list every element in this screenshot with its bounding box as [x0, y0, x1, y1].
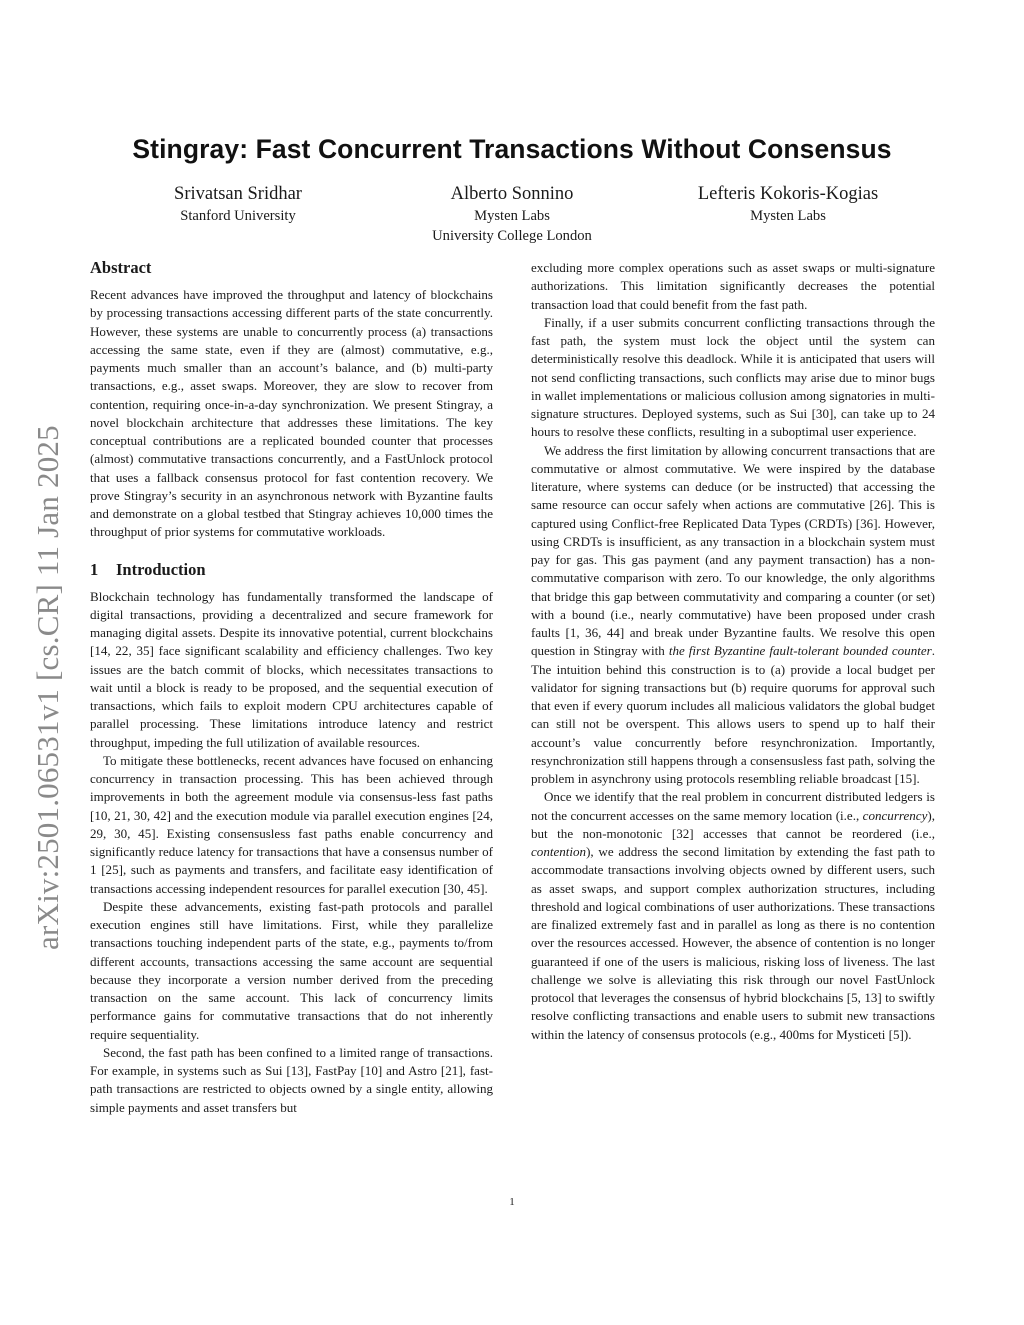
arxiv-watermark: arXiv:2501.06531v1 [cs.CR] 11 Jan 2025 [30, 425, 65, 950]
paper-title: Stingray: Fast Concurrent Transactions Without Consensus [132, 134, 892, 164]
paragraph-text: ), but the non-monotonic [32] accesses that cannot be reordered (i.e., [531, 807, 935, 841]
author-affiliation-secondary: University College London [432, 228, 592, 244]
paragraph [531, 788, 935, 1044]
paragraph-text: ), we address the second limitation by extending the fast path to accommodate transactions involving objects owned by different users, such as asset swaps, and support complex authorization structures, including threshold and logical combinations of user authorizations. These transactions are finalized extremely fast and in parallel as long as there is no contention over the resources accessed. However, the absence of contention is no longer guaranteed if one of the users is malicious, risking loss of liveness. The last challenge we solve is alleviating this risk through our novel FastUnlock protocol that leverages the consensus of hybrid blockchains [5, 13] to swiftly resolve conflicting transactions and enable users to submit new transactions within the latency of consensus protocols (e.g., 400ms for Mysticeti [5]). [531, 844, 935, 1042]
page-number: 1 [509, 1196, 515, 1208]
author-block [362, 182, 662, 246]
paragraph-text: We address the first limitation by allowing concurrent transactions that are commutative or almost commutative. We were inspired by the database literature, where systems can deduce (or be instructed) that accessing the same resource can occur safely when actions are commutative [26]. This is captured using Conflict-free Replicated Data Types (CRDTs) [36]. However, using CRDTs is insufficient, as any transaction in a blockchain system must pay for gas. This gas payment (and any payment transaction) has a non-commutative comparison with zero. To our knowledge, the only algorithms that bridge this gap between commutativity and comparing a counter (or set) with a bound (i.e., nearly commutative) have been proposed under crash faults [1, 36, 44] and break under Byzantine faults. We resolve this open question in Stingray with [531, 442, 935, 659]
paragraph [531, 442, 935, 789]
author-block [638, 182, 938, 226]
author-name: Lefteris Kokoris-Kogias [697, 184, 879, 204]
paragraph: To mitigate these bottlenecks, recent advances have focused on enhancing concurrency in transaction processing. This has been achieved through improvements in both the agreement module via consensus-less fast paths [10, 21, 30, 42] and the execution module via parallel execution engines [24, 29, 30, 45]. Existing consensusless fast paths enable concurrency and significantly reduce latency for transactions that have a consensus number of 1 [25], such as payments and transfers, and facilitate easy identification of transactions accessing independent resources for parallel execution [30, 45]. [90, 752, 493, 896]
emphasis-text: the first Byzantine fault-tolerant bounded counter [668, 643, 932, 659]
paragraph: Second, the fast path has been confined to a limited range of transactions. For example, in systems such as Sui [13], FastPay [10] and Astro [21], fast-path transactions are restricted to objects owned by a single entity, allowing simple payments and asset transfers but [90, 1044, 493, 1115]
abstract-text: Recent advances have improved the throughput and latency of blockchains by processing transactions accessing different parts of the state concurrently. However, these systems are unable to concurrently process (a) transactions accessing the same state, even if they are (almost) commutative, e.g., payments much smaller than an account’s balance, and (b) multi-party transactions, e.g., asset swaps. Moreover, they are slow to recover from contention, requiring once-in-a-day synchronization. We present Stingray, a novel blockchain architecture that addresses these limitations. The key conceptual contributions are a replicated bounded counter that processes (almost) commutative transactions concurrently, and a FastUnlock protocol that uses a fallback consensus protocol for fast contention recovery. We prove Stingray’s security in an asynchronous network with Byzantine faults and demonstrate on a global testbed that Stingray achieves 10,000 times the throughput of prior systems for commutative workloads. [90, 287, 493, 540]
section-heading [90, 560, 493, 580]
author-affiliation: Mysten Labs [474, 208, 550, 224]
paragraph-text: Once we identify that the real problem in concurrent distributed ledgers is not the concurrent accesses on the same memory location (i.e., [531, 789, 935, 823]
author-name: Srivatsan Sridhar [174, 184, 302, 204]
paragraph-text: . The intuition behind this construction is to (a) provide a local budget per validator for signing transactions but (b) require quorums for approval such that even if every quorum includes all malicious validators the global budget can still not be overspent. This allows users to spend up to half their account’s value concurrently before resynchronization. Importantly, resynchronization still happens through a consensusless fast path, solving the problem in asynchrony using protocols resembling reliable broadcast [15]. [531, 643, 935, 786]
author-block [88, 182, 388, 226]
paragraph: Despite these advancements, existing fast-path protocols and parallel execution engines still have limitations. First, while they parallelize transactions touching independent parts of the state, e.g., payments to/from different accounts, transactions accessing the same account are sequential because they incorporate a version number derived from the preceding transaction on the same account. This lack of concurrency limits performance gains for commutative transactions that do not inherently require sequentiality. [90, 898, 493, 1042]
emphasis-text: concurrency [862, 807, 928, 823]
right-column [531, 259, 935, 1044]
author-name: Alberto Sonnino [450, 184, 574, 204]
left-column [90, 258, 493, 1117]
paragraph: Blockchain technology has fundamentally transformed the landscape of digital transactions, providing a decentralized and secure framework for managing digital assets. Despite its innovative potential, current blockchains [14, 22, 35] face significant scalability and efficiency challenges. Two key issues are the batch commit of blocks, which necessitates transactions to wait until a block is ready to be proposed, and the sequential execution of transactions, which fails to exploit modern CPU architectures capable of parallel processing. These limitations introduce latency and restrict throughput, impeding the full utilization of available resources. [90, 588, 493, 750]
paragraph: Finally, if a user submits concurrent conflicting transactions through the fast path, the system must lock the object until the system can deterministically resolve this deadlock. While it is anticipated that users will not send conflicting transactions, such conflicts may arise due to minor bugs in wallet implementations or malicious collusion among signatories in multi-signature structures. Deployed systems, such as Sui [30], can take up to 24 hours to resolve these conflicts, resulting in a suboptimal user experience. [531, 314, 935, 440]
abstract-heading: Abstract [90, 258, 152, 277]
section-title: Introduction [116, 559, 206, 579]
author-affiliation: Stanford University [180, 208, 296, 224]
author-affiliation: Mysten Labs [750, 208, 826, 224]
paragraph: excluding more complex operations such as asset swaps or multi-signature authorizations. This limitation significantly decreases the potential transaction load that could benefit from the fast path. [531, 260, 935, 312]
emphasis-text: contention [531, 844, 587, 859]
section-number: 1 [90, 559, 99, 579]
